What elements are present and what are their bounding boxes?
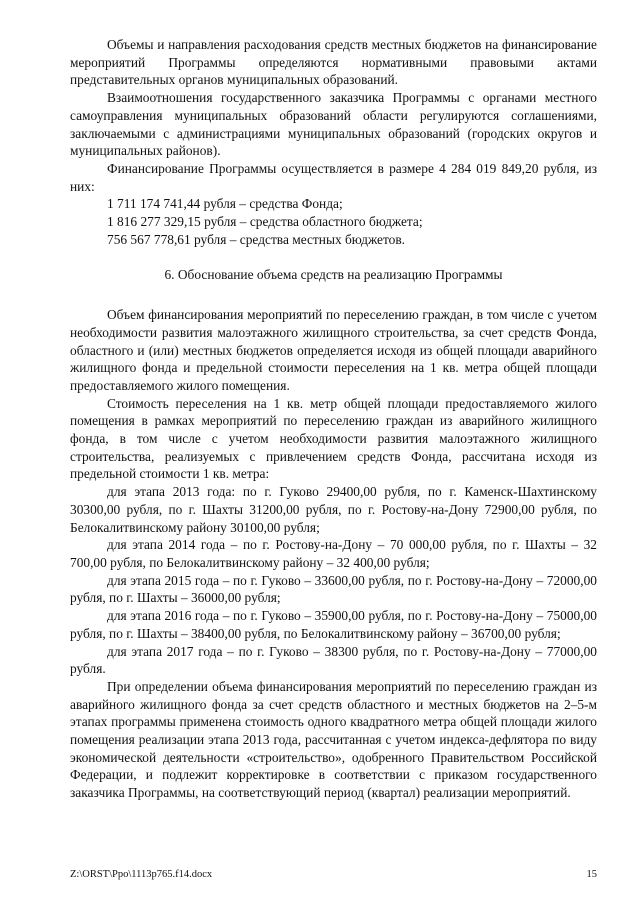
page-number: 15: [586, 869, 597, 880]
paragraph-stage-2016: для этапа 2016 года – по г. Гуково – 35900,00 рубля, по г. Ростову-на-Дону – 75000,00 рубля, по г. Шахты – 38400,00 рубля, по Белокалитвинскому району – 36700,00 рубля;: [70, 608, 597, 641]
paragraph-stage-2014: для этапа 2014 года – по г. Ростову-на-Дону – 70 000,00 рубля, по г. Шахты – 32 700,00 рубля, по Белокалитвинскому району – 32 400,00 рубля;: [70, 537, 597, 570]
paragraph-local-amount: 756 567 778,61 рубля – средства местных бюджетов.: [107, 231, 405, 247]
paragraph-local-budgets: Объемы и направления расходования средств местных бюджетов на финансирование мероприятий Программы определяются нормативными правовыми актами представительных органов муниципальных образований.: [70, 37, 597, 88]
paragraph-stage-2015: для этапа 2015 года – по г. Гуково – 33600,00 рубля, по г. Ростову-на-Дону – 72000,00 рубля, по г. Шахты – 36000,00 рубля;: [70, 572, 597, 606]
document-body: [70, 36, 597, 802]
paragraph-resettlement-cost: Стоимость переселения на 1 кв. метр общей площади предоставляемого жилого помещения в рамках мероприятий по переселению граждан из аварийного жилищного фонда, в том числе с учетом необходимости развития малоэтажного жилищного строительства, реализуемых с привлечением средств Фонда, рассчитана исходя из предельной стоимости 1 кв. метра:: [70, 395, 597, 482]
paragraph-stage-2013: для этапа 2013 года: по г. Гуково 29400,00 рубля, по г. Каменск-Шахтинскому 30300,00 рубля, по г. Шахты 31200,00 рубля, по г. Ростову-на-Дону 72900,00 рубля, по Белокалитвинскому району 30100,00 рубля;: [70, 484, 597, 535]
paragraph-fund-amount: 1 711 174 741,44 рубля – средства Фонда;: [107, 196, 343, 212]
footer-file-path: Z:\ORST\Ppo\1113p765.f14.docx: [70, 869, 213, 880]
section-heading: 6. Обоснование объема средств на реализацию Программы: [164, 267, 503, 283]
paragraph-regional-amount: 1 816 277 329,15 рубля – средства областного бюджета;: [107, 214, 423, 230]
paragraph-cost-determination: При определении объема финансирования мероприятий по переселению граждан из аварийного жилищного фонда за счет средств областного и местных бюджетов на 2–5-м этапах программы применена стоимость одного квадратного метра общей площади жилого помещения реализации этапа 2013 года, рассчитанная с учетом индекса-дефлятора по виду экономической деятельности «строительство», одобренного Правительством Российской Федерации, и подлежит корректировке в соответствии с приказом государственного заказчика Программы, на соответствующий период (квартал) реализации мероприятий.: [70, 678, 597, 801]
paragraph-interaction: Взаимоотношения государственного заказчика Программы с органами местного самоуправления муниципальных образований области регулируются соглашениями, заключаемыми с администрациями муниципальных образований (городских округов и муниципальных районов).: [70, 90, 597, 159]
paragraph-stage-2017: для этапа 2017 года – по г. Гуково – 38300 рубля, по г. Ростову-на-Дону – 77000,00 рубля.: [70, 643, 597, 677]
paragraph-financing-total: Финансирование Программы осуществляется в размере 4 284 019 849,20 рубля, из них:: [70, 160, 597, 194]
paragraph-financing-volume: Объем финансирования мероприятий по переселению граждан, в том числе с учетом необходимости развития малоэтажного жилищного строительства, за счет средств Фонда, областного и (или) местных бюджетов определяется исходя из общей площади аварийного жилищного фонда и предельной стоимости переселения на 1 кв. метра общей площади предоставляемого жилого помещения.: [70, 307, 597, 393]
